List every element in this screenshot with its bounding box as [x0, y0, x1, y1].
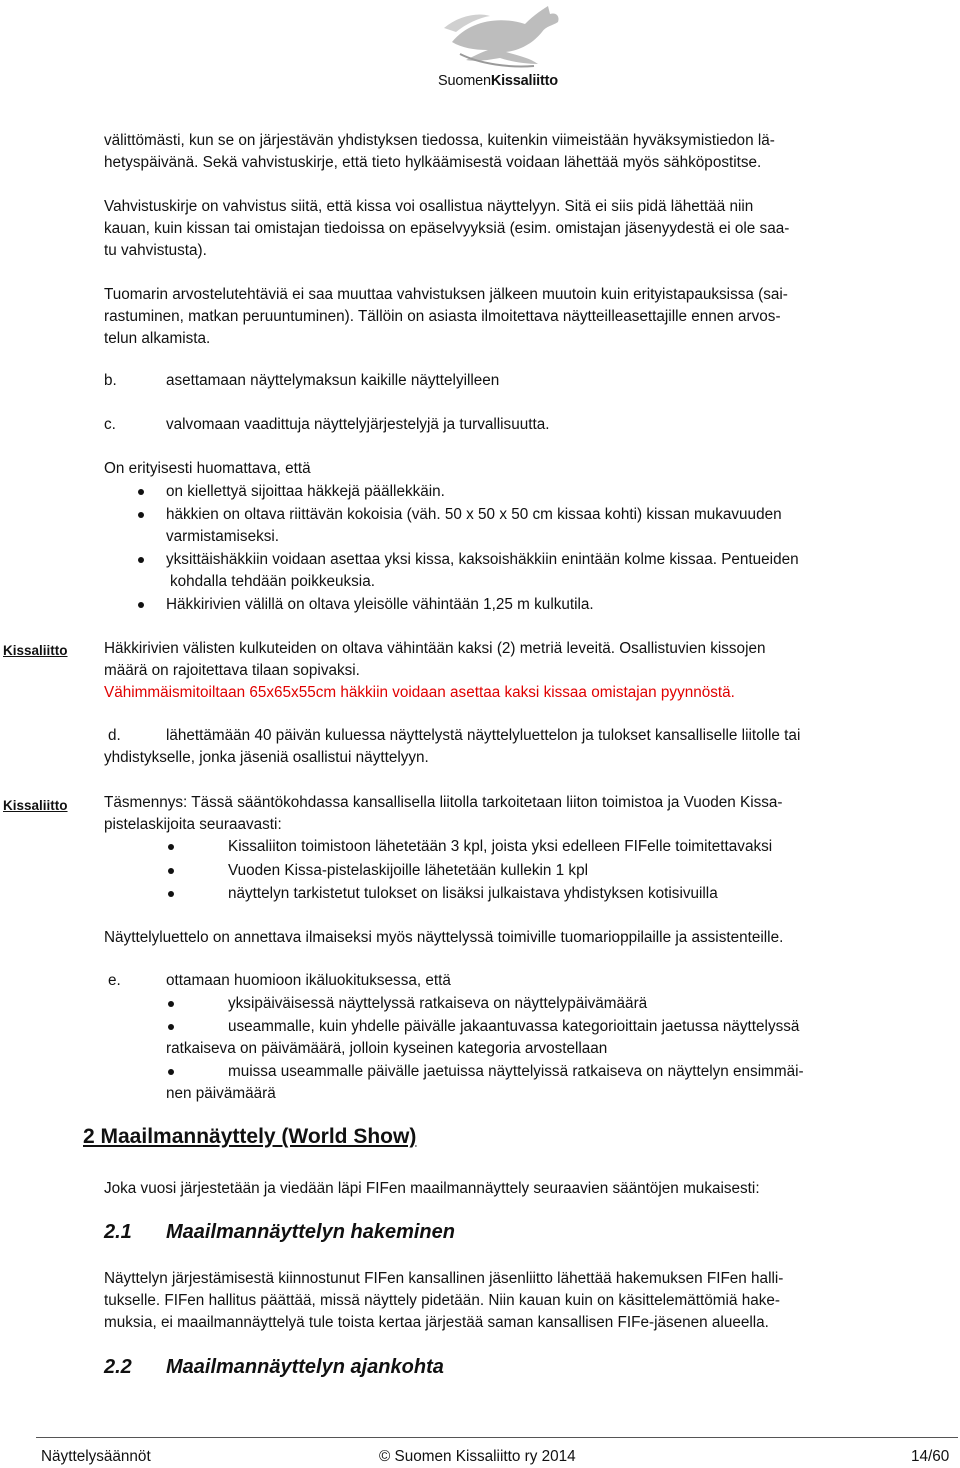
text-line: Vahvistuskirje on vahvistus siitä, että kissa voi osallistua näyttelyyn. Sitä ei siis pidä lähettää niin — [104, 198, 754, 215]
list-marker-b: b. — [104, 372, 117, 389]
list-marker-d: d. — [108, 727, 121, 744]
footer-divider — [36, 1437, 958, 1438]
age-bullet-2: useammalle, kuin yhdelle päivälle jakaantuvassa kategorioittain jaetussa näyttelyssä — [228, 1018, 800, 1035]
paragraph-confirmation-letter — [104, 196, 950, 262]
text-line: kauan, kuin kissan tai omistajan tiedoissa on epäselvyyksiä (esim. omistajan jäsenyydestä ei ole saa- — [104, 220, 790, 237]
logo-text-bold: Kissaliitto — [490, 73, 558, 89]
text-line: määrä on rajoitettava tilaan sopivaksi. — [104, 662, 360, 679]
clarification-bullet-1: Kissaliiton toimistoon lähetetään 3 kpl, joista yksi edelleen FIFelle toimitettavaksi — [228, 838, 773, 855]
bullet-icon — [168, 844, 174, 850]
logo-text — [438, 70, 558, 92]
list-marker-c: c. — [104, 416, 116, 433]
text-line: Täsmennys: Tässä sääntökohdassa kansallisella liitolla tarkoitetaan liiton toimistoa ja Vuoden Kissa- — [104, 794, 783, 811]
subsection-number: 2.1 — [104, 1221, 132, 1243]
note-bullet-3-cont: kohdalla tehdään poikkeuksia. — [170, 573, 375, 590]
age-bullet-2-cont: ratkaiseva on päivämäärä, jolloin kyseinen kategoria arvostellaan — [166, 1040, 608, 1057]
text-line: tu vahvistusta). — [104, 242, 207, 259]
paragraph-confirmation-timing — [104, 130, 950, 174]
text-line: tukselle. FIFen hallitus päättää, missä näyttely pidetään. Niin kauan kuin on käsittelemättömiä hake- — [104, 1292, 780, 1309]
text-line: välittömästi, kun se on järjestävän yhdistyksen tiedossa, kuitenkin viimeistään hyväksymistiedon lä- — [104, 132, 775, 149]
age-bullet-3: muissa useammalle päivälle jaetuissa näyttelyissä ratkaiseva on näyttelyn ensimmäi- — [228, 1063, 804, 1080]
note-bullet-2: häkkien on oltava riittävän kokoisia (väh. 50 x 50 x 50 cm kissaa kohti) kissan mukavuuden — [166, 506, 782, 523]
bullet-icon — [168, 868, 174, 874]
note-bullet-4: Häkkirivien välillä on oltava yleisölle vähintään 1,25 m kulkutila. — [166, 596, 594, 613]
text-line: Tuomarin arvostelutehtäviä ei saa muuttaa vahvistuksen jälkeen muutoin kuin erityistapauksissa (sai- — [104, 286, 788, 303]
text-line: pistelaskijoita seuraavasti: — [104, 816, 282, 833]
bullet-icon — [168, 891, 174, 897]
cat-silhouette-icon — [430, 2, 570, 72]
subsection-number: 2.2 — [104, 1356, 132, 1378]
subsection-title: Maailmannäyttelyn ajankohta — [166, 1356, 444, 1378]
text-line: Näyttelyn järjestämisestä kiinnostunut FIFen kansallinen jäsenliitto lähettää hakemuksen FIFen halli- — [104, 1270, 784, 1287]
bullet-icon — [138, 489, 144, 495]
note-bullet-1: on kiellettyä sijoittaa häkkejä päällekkäin. — [166, 483, 445, 500]
list-item-c: valvomaan vaadittuja näyttelyjärjestelyjä ja turvallisuutta. — [166, 416, 550, 433]
bullet-icon — [168, 1024, 174, 1030]
text-line: telun alkamista. — [104, 330, 211, 347]
text-line: hetyspäivänä. Sekä vahvistuskirje, että tieto hylkäämisestä voidaan lähettää myös sähköpostitse. — [104, 154, 762, 171]
text-line: rastuminen, matkan peruuntuminen). Tällöin on asiasta ilmoitettava näytteilleasettajille ennen arvos- — [104, 308, 781, 325]
note-bullet-3: yksittäishäkkiin voidaan asettaa yksi kissa, kaksoishäkkiin enintään kolme kissaa. Pentueiden — [166, 551, 799, 568]
list-item-d: lähettämään 40 päivän kuluessa näyttelystä näyttelyluettelon ja tulokset kansalliselle liitolle tai — [166, 727, 801, 744]
list-item-d-cont: yhdistykselle, jonka jäseniä osallistui näyttelyyn. — [104, 749, 429, 766]
bullet-icon — [168, 1001, 174, 1007]
bullet-icon — [138, 602, 144, 608]
bullet-icon — [168, 1069, 174, 1075]
text-line: Häkkirivien välisten kulkuteiden on oltava vähintään kaksi (2) metriä leveitä. Osallistuvien kissojen — [104, 640, 766, 657]
footer-page-number: 14/60 — [911, 1448, 950, 1465]
kissaliitto-logo — [430, 2, 570, 94]
section-heading-world-show: 2 Maailmannäyttely (World Show) — [83, 1125, 417, 1148]
footer-center: © Suomen Kissaliitto ry 2014 — [379, 1448, 576, 1465]
section-intro: Joka vuosi järjestetään ja viedään läpi FIFen maailmannäyttely seuraavien sääntöjen mukaisesti: — [104, 1180, 760, 1197]
bullet-icon — [138, 557, 144, 563]
subsection-title: Maailmannäyttelyn hakeminen — [166, 1221, 455, 1243]
clarification-bullet-3: näyttelyn tarkistetut tulokset on lisäksi julkaistava yhdistyksen kotisivuilla — [228, 885, 718, 902]
clarification-bullet-2: Vuoden Kissa-pistelaskijoille lähetetään kullekin 1 kpl — [228, 862, 588, 879]
note-bullet-2-cont: varmistamiseksi. — [166, 528, 280, 545]
text-line: muksia, ei maailmannäyttelyä tule toista kertaa järjestää saman kansallisen FIFe-jäsenen alueella. — [104, 1314, 769, 1331]
list-item-e: ottamaan huomioon ikäluokituksessa, että — [166, 972, 451, 989]
red-note: Vähimmäismitoiltaan 65x65x55cm häkkiin voidaan asettaa kaksi kissaa omistajan pyynnöstä. — [104, 684, 735, 701]
logo-text-regular: Suomen — [438, 73, 491, 89]
age-bullet-3-cont: nen päivämäärä — [166, 1085, 276, 1102]
paragraph-application — [104, 1268, 950, 1334]
side-label-kissaliitto: Kissaliitto — [3, 643, 68, 658]
bullet-icon — [138, 512, 144, 518]
paragraph-aisles — [104, 638, 950, 682]
list-item-b: asettamaan näyttelymaksun kaikille näyttelyilleen — [166, 372, 500, 389]
paragraph-clarification — [104, 792, 950, 836]
list-marker-e: e. — [108, 972, 121, 989]
age-bullet-1: yksipäiväisessä näyttelyssä ratkaiseva on näyttelypäivämäärä — [228, 995, 648, 1012]
catalogue-note: Näyttelyluettelo on annettava ilmaiseksi myös näyttelyssä toimiville tuomarioppilaille ja assistenteille. — [104, 929, 784, 946]
paragraph-judge-assignments — [104, 284, 950, 350]
note-intro: On erityisesti huomattava, että — [104, 460, 311, 477]
side-label-kissaliitto: Kissaliitto — [3, 798, 68, 813]
footer-left: Näyttelysäännöt — [41, 1448, 151, 1465]
